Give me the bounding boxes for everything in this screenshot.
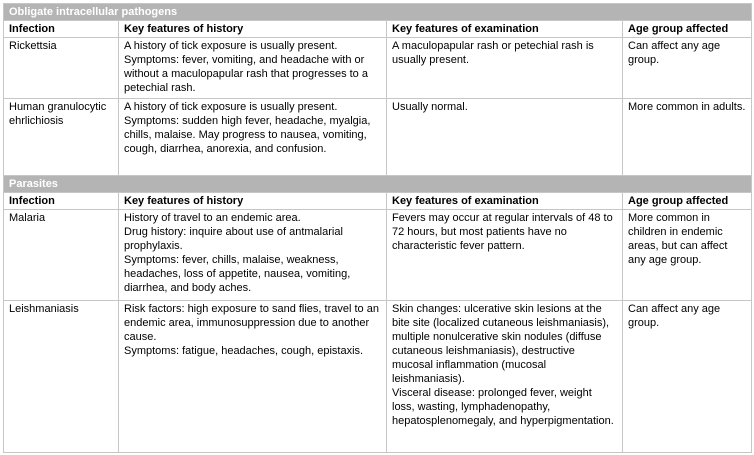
header-history: Key features of history: [119, 193, 387, 210]
section-header-row: [4, 176, 752, 193]
age-group-cell: Can affect any age group.: [623, 38, 752, 99]
examination-cell: A maculopapular rash or petechial rash is usually present.: [387, 38, 623, 99]
header-examination: Key features of examination: [387, 21, 623, 38]
table-row: [4, 210, 752, 301]
age-group-cell: More common in children in endemic areas, but can affect any age group.: [623, 210, 752, 301]
section-title: Obligate intracellular pathogens: [4, 4, 752, 21]
examination-cell: Skin changes: ulcerative skin lesions at the bite site (localized cutaneous leishmaniasis), multiple nonulcerative skin nodules (diffuse cutaneous leishmaniasis), destructive mucosal inflammation (mucosal leishmaniasis). Visceral disease: prolonged fever, weight loss, wasting, lymphadenopathy, hepatosplenomegaly, and hyperpigmentation.: [387, 301, 623, 453]
header-infection: Infection: [4, 193, 119, 210]
column-header-row: [4, 21, 752, 38]
header-infection: Infection: [4, 21, 119, 38]
infection-cell: Human granulocytic ehrlichiosis: [4, 99, 119, 176]
age-group-cell: More common in adults.: [623, 99, 752, 176]
header-examination: Key features of examination: [387, 193, 623, 210]
age-group-cell: Can affect any age group.: [623, 301, 752, 453]
infection-cell: Malaria: [4, 210, 119, 301]
header-age-group: Age group affected: [623, 193, 752, 210]
table-row: [4, 38, 752, 99]
infection-cell: Rickettsia: [4, 38, 119, 99]
header-history: Key features of history: [119, 21, 387, 38]
section-title: Parasites: [4, 176, 752, 193]
table-row: [4, 301, 752, 453]
examination-cell: Fevers may occur at regular intervals of 48 to 72 hours, but most patients have no characteristic fever pattern.: [387, 210, 623, 301]
section-header-row: [4, 4, 752, 21]
examination-cell: Usually normal.: [387, 99, 623, 176]
header-age-group: Age group affected: [623, 21, 752, 38]
history-cell: Risk factors: high exposure to sand flies, travel to an endemic area, immunosuppression due to another cause. Symptoms: fatigue, headaches, cough, epistaxis.: [119, 301, 387, 453]
history-cell: History of travel to an endemic area. Drug history: inquire about use of antmalarial prophylaxis. Symptoms: fever, chills, malaise, weakness, headaches, loss of appetite, nausea, vomiting, diarrhea, and body aches.: [119, 210, 387, 301]
infection-cell: Leishmaniasis: [4, 301, 119, 453]
infection-comparison-table: [3, 3, 752, 453]
history-cell: A history of tick exposure is usually present. Symptoms: sudden high fever, headache, myalgia, chills, malaise. May progress to nausea, vomiting, cough, diarrhea, anorexia, and confusion.: [119, 99, 387, 176]
column-header-row: [4, 193, 752, 210]
history-cell: A history of tick exposure is usually present. Symptoms: fever, vomiting, and headache with or without a maculopapular rash that progresses to a petechial rash.: [119, 38, 387, 99]
table-row: [4, 99, 752, 176]
